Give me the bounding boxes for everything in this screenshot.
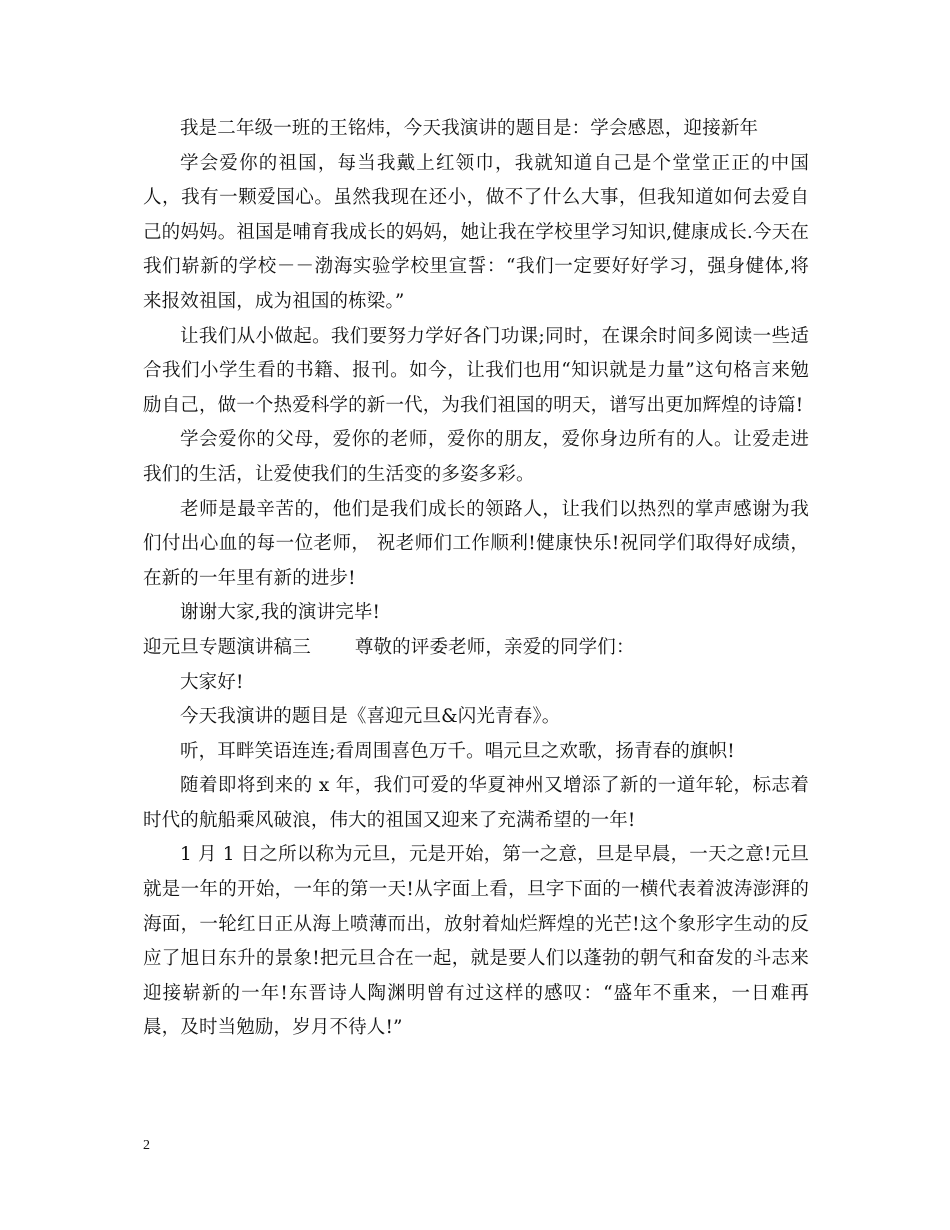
paragraph-greeting: 大家好!	[180, 671, 244, 693]
document-body	[143, 112, 809, 1046]
paragraph-love-country: 学会爱你的祖国，每当我戴上红领巾，我就知道自己是个堂堂正正的中国人，我有一颗爱国心。虽然我现在还小，做不了什么大事，但我知道如何去爱自己的妈妈。祖国是哺育我成长的妈妈，她让我在学校里学习知识,健康成长.今天在我们崭新的学校－－渤海实验学校里宣誓：“我们一定要好好学习，强身健体,将来报效祖国，成为祖国的栋梁。”	[143, 152, 809, 312]
paragraph-intro: 我是二年级一班的王铭炜，今天我演讲的题目是：学会感恩，迎接新年	[180, 118, 759, 139]
paragraph-teachers: 老师是最辛苦的，他们是我们成长的领路人，让我们以热烈的掌声感谢为我们付出心血的每一位老师， 祝老师们工作顺利!健康快乐!祝同学们取得好成绩，在新的一年里有新的进步!	[143, 498, 809, 589]
paragraph-thanks: 谢谢大家,我的演讲完毕!	[180, 602, 381, 624]
paragraph-study: 让我们从小做起。我们要努力学好各门功课;同时，在课余时间多阅读一些适合我们小学生看的书籍、报刊。如今，让我们也用“知识就是力量”这句格言来勉励自己，做一个热爱科学的新一代，为我们祖国的明天，谱写出更加辉煌的诗篇!	[143, 325, 809, 416]
paragraph-new-year: 随着即将到来的 x 年，我们可爱的华夏神州又增添了新的一道年轮，标志着时代的航船乘风破浪，伟大的祖国又迎来了充满希望的一年!	[143, 775, 809, 831]
section-salutation: 尊敬的评委老师，亲爱的同学们：	[354, 636, 635, 658]
paragraph-love-others: 学会爱你的父母，爱你的老师，爱你的朋友，爱你身边所有的人。让爱走进我们的生活，让爱使我们的生活变的多姿多彩。	[143, 429, 809, 485]
page-number: 2	[143, 1138, 150, 1153]
paragraph-listen: 听，耳畔笑语连连;看周围喜色万千。唱元旦之欢歌，扬青春的旗帜!	[180, 740, 735, 762]
section-title: 迎元旦专题演讲稿三	[143, 636, 311, 658]
paragraph-topic: 今天我演讲的题目是《喜迎元旦&闪光青春》。	[180, 706, 561, 728]
paragraph-yuandan-meaning: 1 月 1 日之所以称为元旦，元是开始，第一之意，旦是早晨，一天之意!元旦就是一年的开始，一年的第一天!从字面上看，旦字下面的一横代表着波涛澎湃的海面，一轮红日正从海上喷薄而出，放射着灿烂辉煌的光芒!这个象形字生动的反应了旭日东升的景象!把元旦合在一起，就是要人们以蓬勃的朝气和奋发的斗志来迎接崭新的一年!东晋诗人陶渊明曾有过这样的感叹：“盛年不重来，一日难再晨，及时当勉励，岁月不待人!”	[143, 844, 809, 1039]
section-heading	[143, 631, 809, 666]
